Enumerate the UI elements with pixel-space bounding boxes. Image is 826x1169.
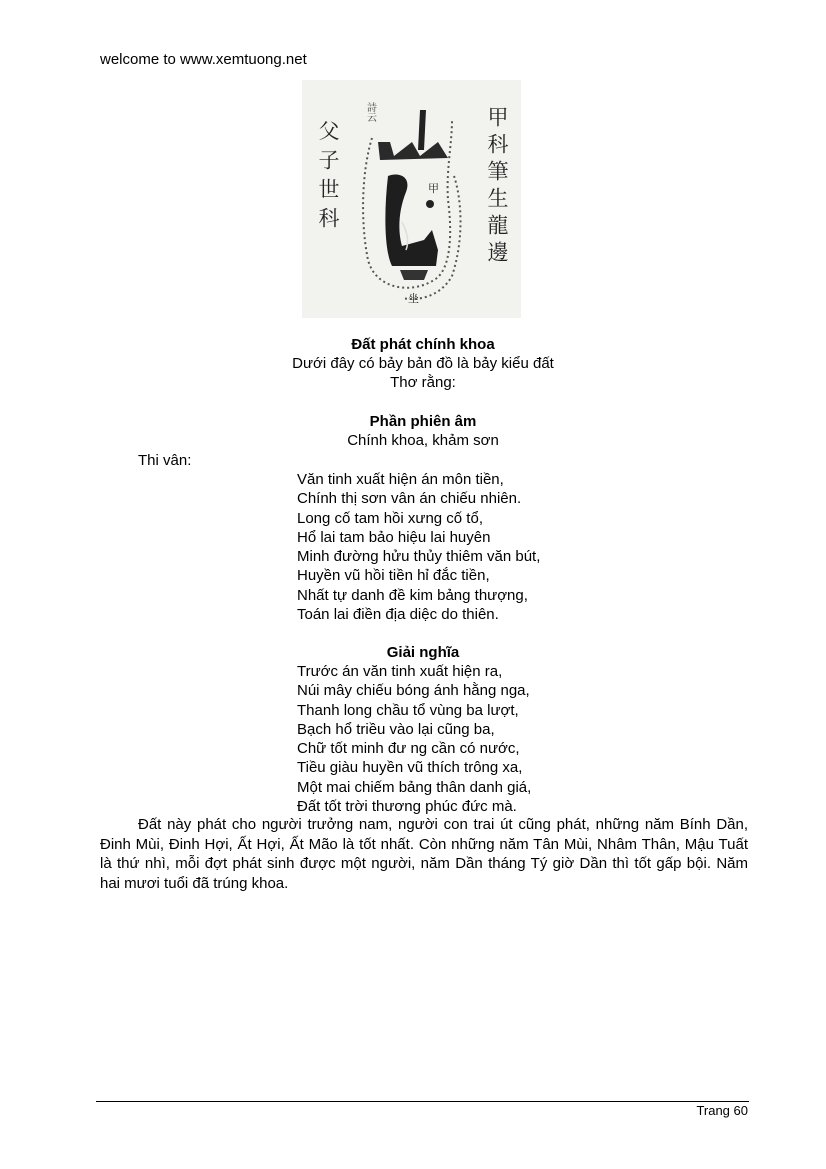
poem-intro: Thơ rằng: — [390, 374, 456, 391]
geomancy-map-figure — [302, 80, 521, 318]
page-number: Trang 60 — [696, 1103, 748, 1118]
figure-small-text-1: 詩云 — [364, 102, 376, 122]
phien-am-title: Phần phiên âm — [369, 413, 477, 430]
verse-line: Văn tinh xuất hiện án môn tiền, — [297, 471, 504, 488]
thi-van-label: Thi vân: — [138, 452, 192, 469]
giai-nghia-verse — [297, 662, 531, 816]
figure-small-text-2: 甲 — [428, 182, 439, 195]
verse-line: Chữ tốt minh đư ng cần có nước, — [297, 740, 520, 758]
verse-line: Thanh long chầu tổ vùng ba lượt, — [297, 701, 519, 719]
verse-line: Đất tốt trời thương phúc đức mà. — [297, 798, 517, 816]
verse-line: Bạch hổ triều vào lại cũng ba, — [297, 720, 495, 738]
section-title: Đất phát chính khoa — [351, 336, 495, 353]
verse-line: Tiều giàu huyền vũ thích trông xa, — [297, 759, 523, 777]
verse-line: Toán lai điền địa diệc do thiên. — [297, 606, 499, 624]
section-subtitle: Dưới đây có bảy bản đồ là bảy kiểu đất — [292, 355, 554, 372]
figure-right-column: 甲科筆生龍邊 — [485, 106, 509, 268]
verse-line: Long cố tam hồi xưng cố tổ, — [297, 509, 483, 527]
giai-nghia-title: Giải nghĩa — [386, 644, 460, 661]
verse-line: Minh đường hửu thủy thiêm văn bút, — [297, 548, 541, 566]
footer-divider — [96, 1101, 749, 1102]
phien-am-verse — [297, 470, 540, 624]
explanation-paragraph: Đất này phát cho người trưởng nam, người con trai út cũng phát, những năm Bính Dần, Đinh Mùi, Đinh Hợi, Ất Hợi, Ất Mão là tốt nhất. Còn những năm Tân Mùi, Nhâm Thân, Mậu Tuất là thứ nhì, mỗi đợt phát sinh được một người, năm Dần tháng Tý giờ Dần thì tốt gấp bội. Năm hai mươi tuổi đã trúng khoa. — [100, 816, 748, 892]
figure-left-column: 父子世科 — [316, 120, 340, 236]
figure-small-text-3: 坐 — [408, 292, 419, 305]
verse-line: Nhất tự danh đề kim bảng thượng, — [297, 586, 528, 604]
site-header-link[interactable]: welcome to www.xemtuong.net — [100, 51, 307, 68]
verse-line: Chính thị sơn vân án chiếu nhiên. — [297, 490, 522, 508]
verse-line: Huyền vũ hồi tiền hỉ đắc tiền, — [297, 567, 490, 585]
verse-line: Hổ lai tam bảo hiệu lai huyên — [297, 528, 491, 546]
verse-line: Trước án văn tinh xuất hiện ra, — [297, 663, 503, 680]
verse-line: Núi mây chiếu bóng ánh hằng nga, — [297, 682, 530, 700]
verse-line: Một mai chiếm bảng thân danh giá, — [297, 778, 532, 796]
phien-am-subtitle: Chính khoa, khảm sơn — [347, 432, 499, 449]
